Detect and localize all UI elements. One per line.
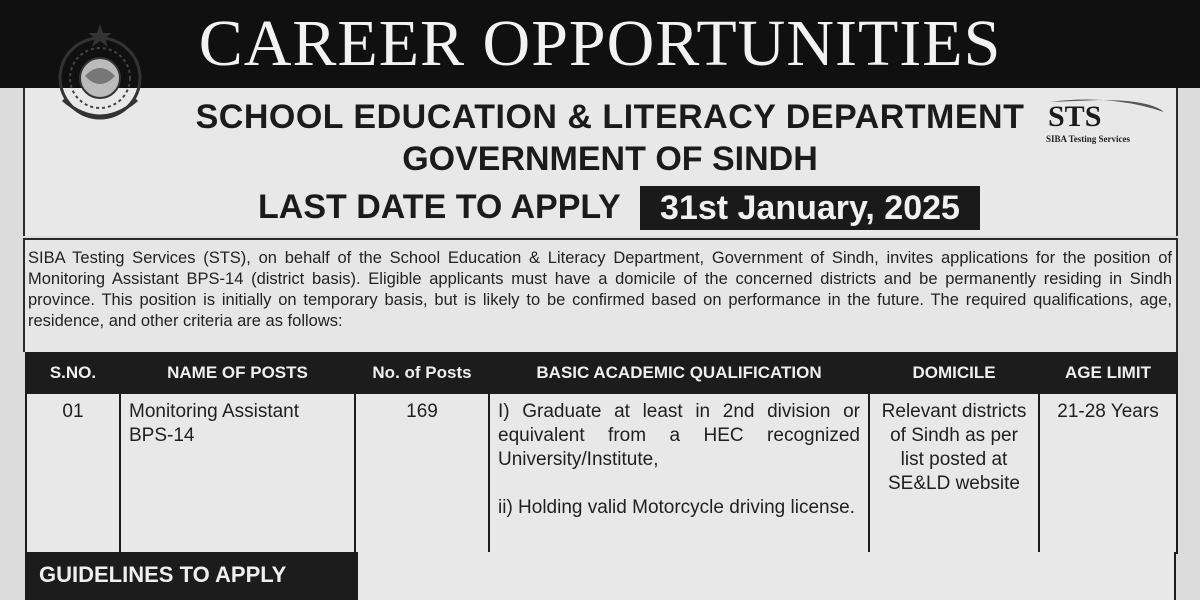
cell-qualification xyxy=(489,393,869,553)
table-row xyxy=(26,393,1177,553)
posts-table xyxy=(25,352,1178,554)
col-domicile: DOMICILE xyxy=(869,353,1039,393)
cell-domicile: Relevant districts of Sindh as per list posted at SE&LD website xyxy=(869,393,1039,553)
department-heading: SCHOOL EDUCATION & LITERACY DEPARTMENT xyxy=(195,98,1025,136)
guidelines-panel xyxy=(358,552,1176,600)
banner xyxy=(0,0,1200,88)
col-no-of-posts: No. of Posts xyxy=(355,353,489,393)
cell-sno: 01 xyxy=(26,393,120,553)
guidelines-heading: GUIDELINES TO APPLY xyxy=(25,552,358,600)
qualification-2: ii) Holding valid Motorcycle driving license. xyxy=(498,497,855,518)
cell-age: 21-28 Years xyxy=(1039,393,1177,553)
col-qualification: BASIC ACADEMIC QUALIFICATION xyxy=(489,353,869,393)
sts-logo-subtitle: SIBA Testing Services xyxy=(1046,134,1131,144)
table-header-row xyxy=(26,353,1177,393)
cell-count: 169 xyxy=(355,393,489,553)
last-date-value: 31st January, 2025 xyxy=(640,186,980,230)
sts-logo-text: STS xyxy=(1048,100,1102,133)
intro-paragraph: SIBA Testing Services (STS), on behalf of the School Education & Literacy Department, Government of Sindh, invites applications for the position of Monitoring Assistant BPS-14 (district basis). Eligible applicants must have a domicile of the concerned districts and be permanently residing in Sindh province. This position is initially on temporary basis, but is likely to be confirmed based on performance in the future. The required qualifications, age, residence, and other criteria are as follows: xyxy=(28,249,1172,330)
qualification-1: I) Graduate at least in 2nd division or equivalent from a HEC recognized University/Institute, xyxy=(498,401,860,470)
banner-title: CAREER OPPORTUNITIES xyxy=(198,7,1002,80)
last-date-label: LAST DATE TO APPLY xyxy=(258,188,621,226)
government-heading: GOVERNMENT OF SINDH xyxy=(402,140,818,178)
col-sno: S.NO. xyxy=(26,353,120,393)
col-name-of-posts: NAME OF POSTS xyxy=(120,353,355,393)
government-of-sindh-emblem-icon xyxy=(45,20,155,132)
cell-post: Monitoring Assistant BPS-14 xyxy=(120,393,355,553)
col-age-limit: AGE LIMIT xyxy=(1039,353,1177,393)
